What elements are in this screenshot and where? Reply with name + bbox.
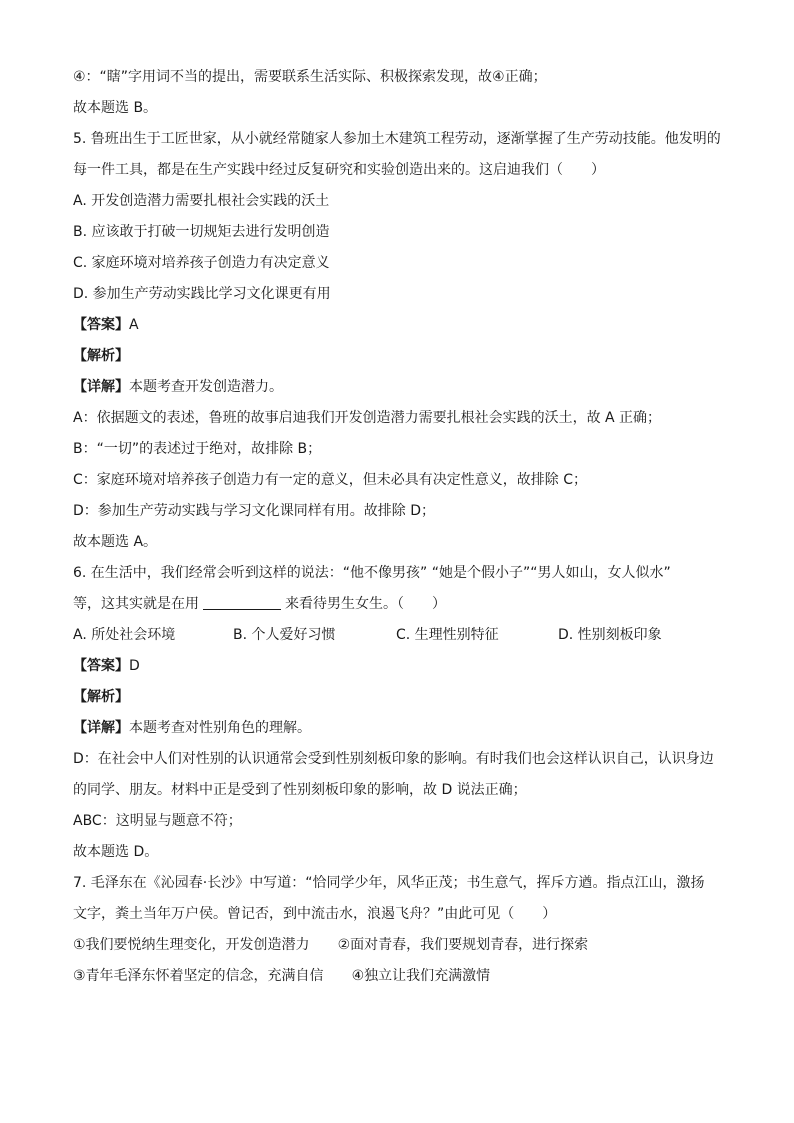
question-5-answer [73, 310, 724, 341]
detail-text: 本题考查开发创造潜力。 [129, 379, 283, 395]
question-6-detail [73, 713, 724, 744]
conclusion-line: 故本题选 A。 [73, 534, 158, 550]
question-7-option-1: ①我们要悦纳生理变化，开发创造潜力 [73, 937, 310, 953]
question-6-options [73, 620, 724, 651]
answer-value: D [129, 658, 140, 674]
text-line: 故本题选 B。 [73, 100, 158, 116]
fill-blank [203, 595, 281, 610]
answer-tag: 【答案】 [73, 658, 129, 674]
question-5-option-d: D. 参加生产劳动实践比学习文化课更有用 [73, 286, 331, 302]
detail-tag: 【详解】 [73, 720, 129, 736]
question-6-option-c: C. 生理性别特征 [396, 627, 499, 643]
detail-text: 本题考查对性别角色的理解。 [129, 720, 311, 736]
stem-part: 来看待男生女生。（ ） [285, 596, 446, 612]
question-6-option-b: B. 个人爱好习惯 [233, 627, 336, 643]
explanation-line: ABC：这明显与题意不符； [73, 813, 242, 829]
question-7-option-3: ③青年毛泽东怀着坚定的信念，充满自信 [73, 968, 324, 984]
question-7-options-row-1 [73, 930, 724, 961]
explanation-line: C：家庭环境对培养孩子创造力有一定的意义，但未必具有决定性意义，故排除 C； [73, 472, 587, 488]
stem-part: 等，这其实就是在用 [73, 596, 199, 612]
explanation-line: 的同学、朋友。材料中正是受到了性别刻板印象的影响，故 D 说法正确； [73, 782, 527, 798]
explanation-line: D：参加生产劳动实践与学习文化课同样有用。故排除 D； [73, 503, 436, 519]
question-7-stem-cont: 文字，粪土当年万户侯。曾记否，到中流击水，浪遏飞舟？”由此可见（ ） [73, 906, 557, 922]
question-6-option-d: D. 性别刻板印象 [558, 627, 662, 643]
explanation-line: B：“一切”的表述过于绝对，故排除 B； [73, 441, 322, 457]
text-line: ④：“瞎”字用词不当的提出，需要联系生活实际、积极探索发现，故④正确； [73, 69, 547, 85]
question-7-options-row-2 [73, 961, 724, 992]
question-6-stem-cont [73, 589, 724, 620]
answer-value: A [129, 317, 139, 333]
analysis-tag: 【解析】 [73, 689, 129, 705]
detail-tag: 【详解】 [73, 379, 129, 395]
explanation-line: D：在社会中人们对性别的认识通常会受到性别刻板印象的影响。有时我们也会这样认识自己，认识身边 [73, 751, 714, 767]
question-7-option-2: ②面对青春，我们要规划青春，进行探索 [337, 937, 589, 953]
question-5-detail [73, 372, 724, 403]
question-5-option-b: B. 应该敢于打破一切规矩去进行发明创造 [73, 224, 330, 240]
analysis-tag: 【解析】 [73, 348, 129, 364]
explanation-line: A：依据题文的表述，鲁班的故事启迪我们开发创造潜力需要扎根社会实践的沃土，故 A 正确； [73, 410, 662, 426]
question-5-stem: 5. 鲁班出生于工匠世家，从小就经常随家人参加土木建筑工程劳动，逐渐掌握了生产劳动技能。他发明的 [73, 131, 721, 147]
question-7-option-4: ④独立让我们充满激情 [351, 968, 491, 984]
question-7-stem: 7. 毛泽东在《沁园春·长沙》中写道：“恰同学少年，风华正茂；书生意气，挥斥方遒。指点江山，激扬 [73, 875, 705, 891]
conclusion-line: 故本题选 D。 [73, 844, 159, 860]
answer-tag: 【答案】 [73, 317, 129, 333]
question-5-option-a: A. 开发创造潜力需要扎根社会实践的沃土 [73, 193, 330, 209]
question-5-stem-cont: 每一件工具，都是在生产实践中经过反复研究和实验创造出来的。这启迪我们（ ） [73, 162, 605, 178]
question-6-stem: 6. 在生活中，我们经常会听到这样的说法：“他不像男孩” “她是个假小子”“男人如山，女人似水” [73, 565, 671, 581]
question-6-answer [73, 651, 724, 682]
question-6-option-a: A. 所处社会环境 [73, 627, 176, 643]
question-5-option-c: C. 家庭环境对培养孩子创造力有决定意义 [73, 255, 330, 271]
